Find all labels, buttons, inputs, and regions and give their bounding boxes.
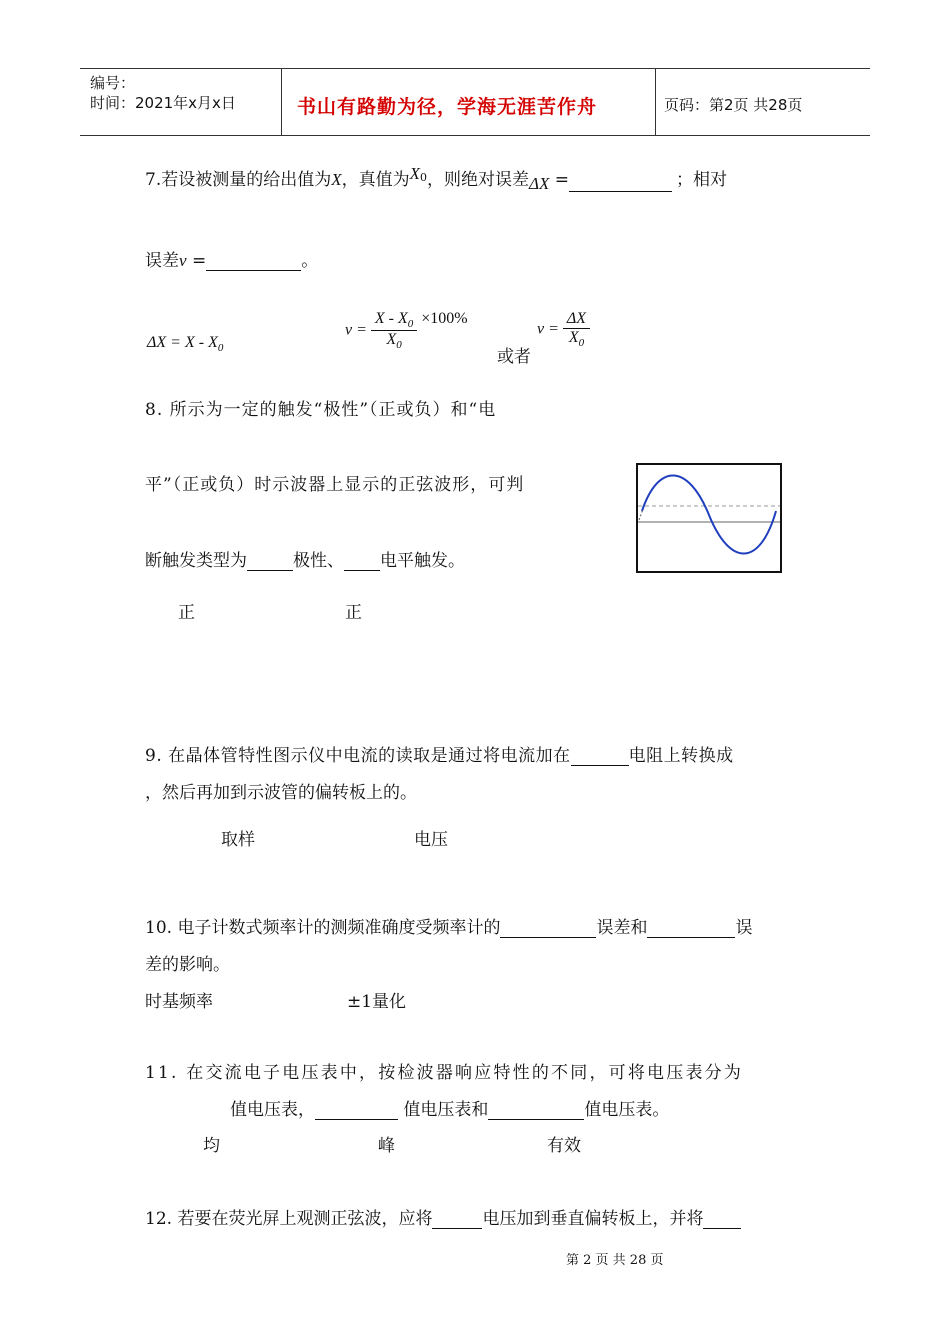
header-motto: 书山有路勤为径，学海无涯苦作舟 <box>297 96 598 118</box>
q7-answer-rel-den: $X_0$ <box>386 331 402 352</box>
q7-answer-rel-v: ν = <box>345 321 367 339</box>
q7-answer-rel2-num: ΔX <box>563 310 590 329</box>
q10-text-c: 误 <box>735 918 753 938</box>
q7-answer-rel-pct: ×100% <box>421 309 468 327</box>
q11-answer-2: 峰 <box>378 1136 395 1156</box>
q7-answer-rel2 <box>537 310 590 349</box>
q8-sine-wave <box>642 475 776 553</box>
q10-line1 <box>145 913 752 938</box>
q7-line1 <box>145 165 727 192</box>
q11-text-b: 值电压表和 <box>403 1100 489 1120</box>
q10-blank-1 <box>500 919 596 938</box>
q7-answer-rel2-v: ν = <box>537 320 559 338</box>
q11-answer-3: 有效 <box>547 1136 581 1156</box>
page-footer: 第 2 页 共 28 页 <box>566 1253 664 1268</box>
header-page-label: 页码：第2页 共28页 <box>664 96 803 114</box>
q8-line2: 平”（正或负）时示波器上显示的正弦波形，可判 <box>145 475 525 495</box>
q8-blank-level <box>344 552 380 571</box>
q9-line2: ，然后再加到示波管的偏转板上的。 <box>145 783 417 803</box>
q9-answer-2: 电压 <box>414 830 448 850</box>
q8-sine-wave-svg <box>638 465 780 571</box>
q10-answer-1: 时基频率 <box>145 992 213 1012</box>
q7-delta-x: ΔX <box>529 174 550 193</box>
q7-answer-rel <box>345 310 468 351</box>
q9-text-a: 9. 在晶体管特性图示仪中电流的读取是通过将电流加在 <box>145 746 571 766</box>
q11-line1: 11. 在交流电子电压表中，按检波器响应特性的不同，可将电压表分为 <box>145 1063 744 1083</box>
header-time-label: 时间：2021年x月x日 <box>90 94 236 112</box>
q8-wave-start-dash <box>639 509 643 520</box>
q10-blank-2 <box>647 919 735 938</box>
q8-answer-2: 正 <box>345 603 362 623</box>
q11-text-a: 值电压表， <box>230 1100 315 1120</box>
q12-text-b: 电压加到垂直偏转板上，并将 <box>482 1209 704 1229</box>
q8-text-a: 断触发类型为 <box>145 551 247 571</box>
q9-text-b: 电阻上转换成 <box>628 746 734 766</box>
q7-answer-rel2-den: $X_0$ <box>568 329 585 350</box>
q8-text-b: 极性、 <box>293 551 344 571</box>
q8-text-c: 电平触发。 <box>380 551 465 571</box>
q7-var-x0: X <box>409 164 421 183</box>
q7-sub0: 0 <box>420 171 428 185</box>
q9-line1 <box>145 741 734 766</box>
header-top-rule <box>80 68 870 69</box>
q7-var-x: X <box>331 170 342 189</box>
q7-answer-abs-text: ΔX = X - X <box>147 334 218 351</box>
q10-line2: 差的影响。 <box>145 955 230 975</box>
q7-text-e: 误差 <box>145 251 179 271</box>
q12-text-a: 12. 若要在荧光屏上观测正弦波，应将 <box>145 1209 433 1229</box>
q12-blank-2 <box>703 1210 741 1229</box>
q7-answer-rel-frac <box>371 310 417 351</box>
header-divider-1 <box>281 68 282 135</box>
q11-answer-1: 均 <box>203 1136 220 1156</box>
q7-var-v: ν <box>179 251 187 270</box>
q9-answer-1: 取样 <box>221 830 255 850</box>
q8-blank-polarity <box>247 552 293 571</box>
q10-text-b: 误差和 <box>596 918 648 938</box>
q7-answer-abs-sub: 0 <box>217 342 224 355</box>
q7-text-a: 7.若设被测量的给出值为 <box>145 170 332 190</box>
q9-blank-resistor <box>571 747 629 766</box>
q7-text-b: ，真值为 <box>341 170 410 190</box>
q7-text-f: 。 <box>301 251 319 271</box>
header-bottom-rule <box>80 135 870 136</box>
q7-answer-abs <box>147 334 223 354</box>
header-number-label: 编号： <box>90 74 136 92</box>
q7-eq2: = <box>191 251 207 271</box>
q11-line2 <box>230 1095 669 1120</box>
q7-blank-rel <box>206 252 301 271</box>
q12-line1 <box>145 1204 741 1229</box>
q12-blank-1 <box>432 1210 482 1229</box>
q7-answer-or: 或者 <box>497 347 531 367</box>
q7-text-c: ，则绝对误差 <box>427 170 530 190</box>
header-divider-2 <box>655 68 656 135</box>
q11-text-c: 值电压表。 <box>584 1100 670 1120</box>
q8-line1: 8. 所示为一定的触发“极性”（正或负）和“电 <box>145 400 497 420</box>
q7-text-d: ；相对 <box>676 170 728 190</box>
q7-eq: = <box>554 170 570 190</box>
q7-blank-abs <box>569 173 672 192</box>
q10-answer-2: ±1量化 <box>347 992 407 1012</box>
q8-answer-1: 正 <box>178 603 195 623</box>
q8-oscilloscope-figure <box>636 463 782 573</box>
q11-blank-2 <box>488 1101 584 1120</box>
q7-line2 <box>145 246 318 271</box>
q7-answer-rel-num: X - $X_0$ <box>371 310 417 331</box>
q10-text-a: 10. 电子计数式频率计的测频准确度受频率计的 <box>145 918 501 938</box>
q8-line3 <box>145 546 465 571</box>
q11-blank-1 <box>315 1101 398 1120</box>
q7-answer-rel2-frac <box>563 310 590 349</box>
